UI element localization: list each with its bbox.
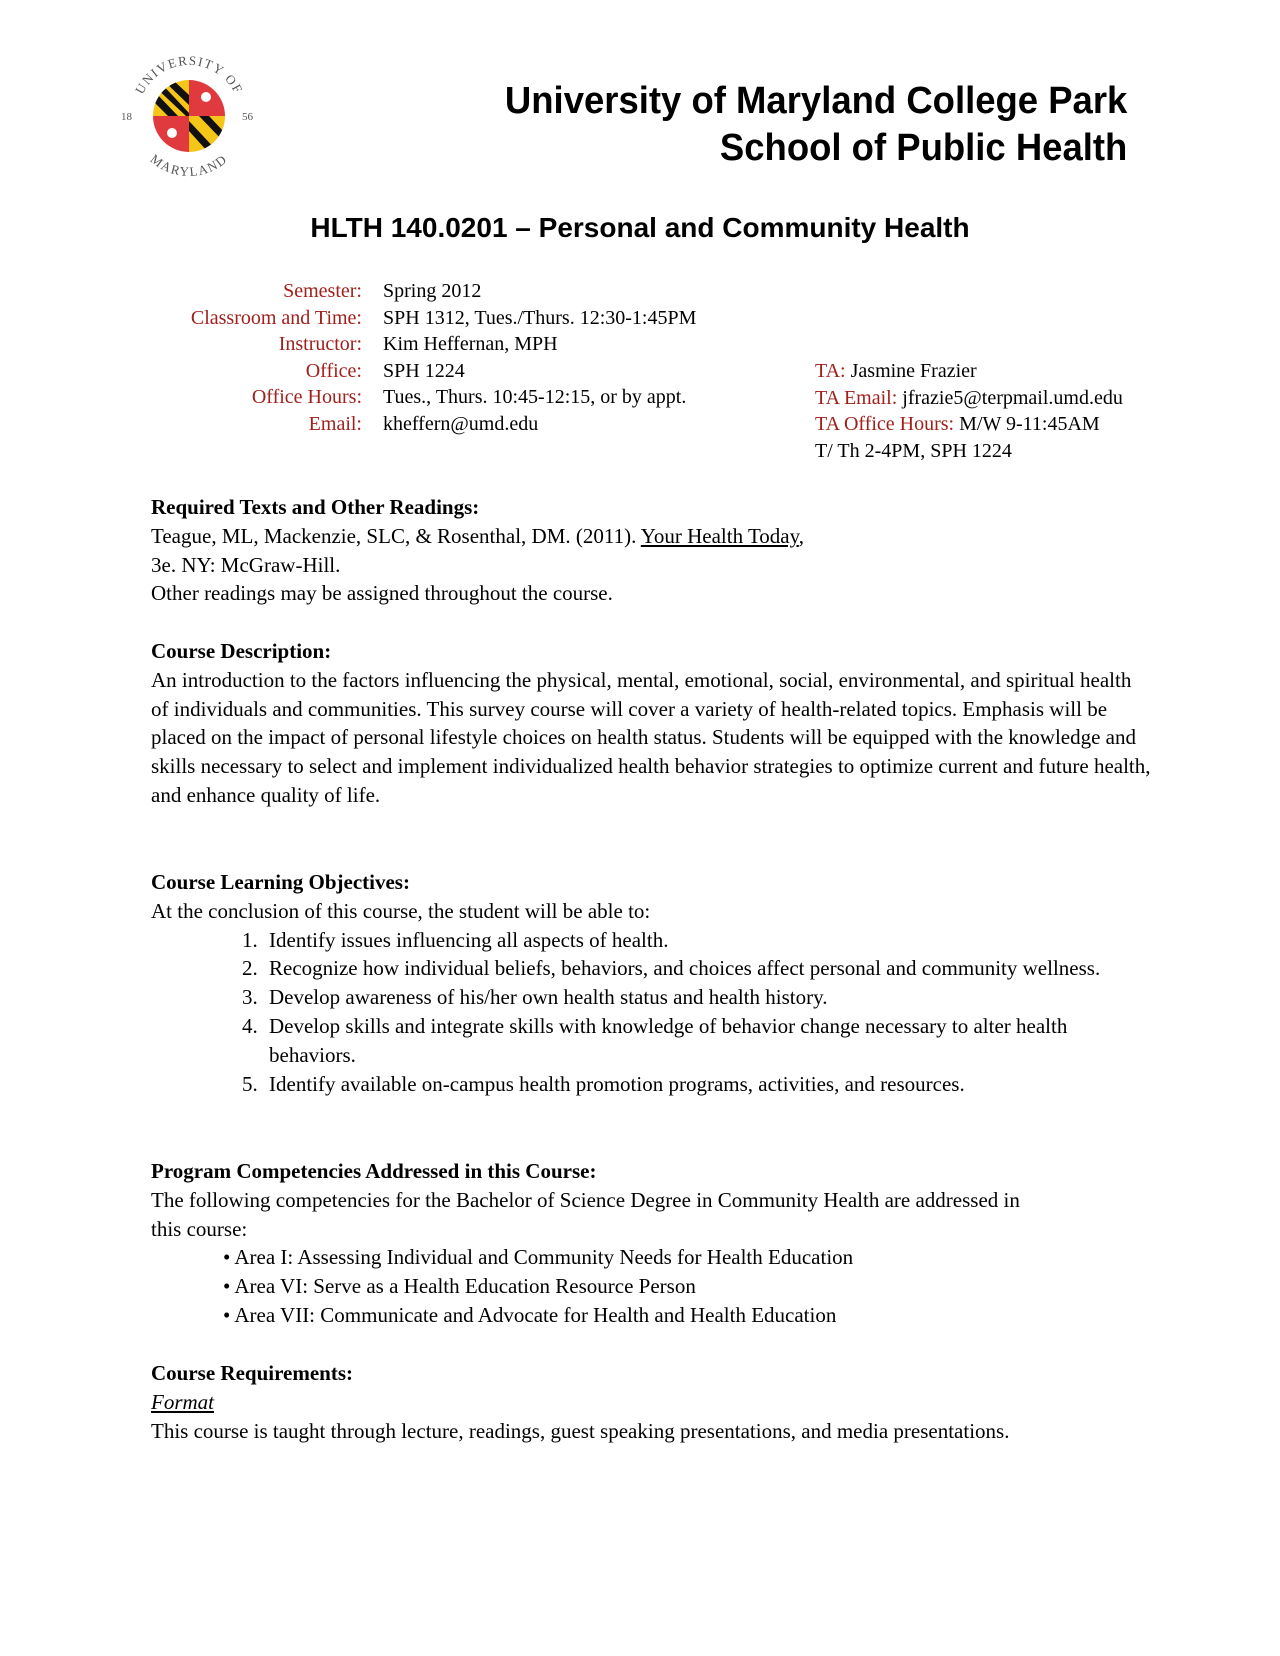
textbook-citation [151, 522, 1151, 551]
objective-item: 3. Develop awareness of his/her own health status and health history. [263, 983, 1123, 1012]
maryland-seal-icon [118, 45, 260, 187]
svg-text:UNIVERSITY OF: UNIVERSITY OF [131, 52, 247, 97]
competency-item: • Area VI: Serve as a Health Education Resource Person [223, 1272, 1151, 1301]
ta-email-label: TA Email: [815, 386, 898, 409]
ta-email-row [815, 385, 1123, 412]
objective-item: 5. Identify available on-campus health promotion programs, activities, and resources. [263, 1070, 1123, 1099]
course-requirements-section [151, 1359, 1151, 1445]
office-hours-value: Tues., Thurs. 10:45-12:15, or by appt. [383, 386, 687, 408]
classroom-value: SPH 1312, Tues./Thurs. 12:30-1:45PM [383, 306, 697, 329]
ta-name: Jasmine Frazier [850, 360, 977, 382]
ta-hours: M/W 9-11:45AM [959, 413, 1100, 435]
course-requirements-heading: Course Requirements: [151, 1361, 354, 1385]
ta-name-row [815, 358, 1123, 385]
institution-header [505, 78, 1127, 172]
objective-item: 4. Develop skills and integrate skills with knowledge of behavior change necessary to alter health behaviors. [263, 1012, 1123, 1070]
citation-authors: Teague, ML, Mackenzie, SLC, & Rosenthal, DM. (2011). [151, 523, 641, 548]
program-competencies-intro: The following competencies for the Bachelor of Science Degree in Community Health are addressed in this course: [151, 1187, 1020, 1241]
instructor-email[interactable]: kheffern@umd.edu [383, 412, 539, 435]
required-texts-section [151, 493, 1151, 608]
instructor-value: Kim Heffernan, MPH [383, 333, 558, 355]
svg-text:MARYLAND: MARYLAND [147, 151, 231, 180]
office-value: SPH 1224 [383, 359, 465, 382]
ta-email[interactable]: jfrazie5@terpmail.umd.edu [902, 386, 1123, 409]
competency-item: • Area VII: Communicate and Advocate for Health and Health Education [223, 1301, 1151, 1330]
ta-info [815, 358, 1123, 464]
citation-publisher: 3e. NY: McGraw-Hill. [151, 552, 341, 577]
competency-item: • Area I: Assessing Individual and Community Needs for Health Education [223, 1243, 1151, 1272]
learning-objectives-heading: Course Learning Objectives: [151, 870, 410, 894]
email-label: Email: [308, 412, 362, 435]
competencies-list [151, 1243, 1151, 1329]
instructor-label: Instructor: [278, 333, 362, 355]
program-competencies-heading: Program Competencies Addressed in this Course: [151, 1159, 597, 1183]
office-label: Office: [305, 359, 362, 382]
svg-text:18: 18 [121, 111, 132, 123]
course-info-labels [140, 278, 362, 437]
semester-label: Semester: [283, 280, 362, 302]
semester-value: Spring 2012 [383, 280, 482, 302]
course-title: HLTH 140.0201 – Personal and Community Health [310, 212, 970, 243]
ta-hours-line2: T/ Th 2-4PM, SPH 1224 [815, 439, 1012, 462]
course-description-body: An introduction to the factors influencing the physical, mental, emotional, social, environmental, and spiritual health of individuals and communities. This survey course will cover a variety of health-related topics. Emphasis will be placed on the impact of personal lifestyle choices on health status. Students will be equipped with the knowledge and skills necessary to select and implement individualized health behavior strategies to optimize current and future health, and enhance quality of life. [151, 667, 1151, 807]
other-readings-note: Other readings may be assigned throughout the course. [151, 581, 613, 606]
format-subheading: Format [151, 1389, 214, 1414]
program-competencies-section [151, 1157, 1151, 1330]
objectives-list [151, 926, 1123, 1099]
format-body: This course is taught through lecture, readings, guest speaking presentations, and media presentations. [151, 1418, 1010, 1443]
textbook-title: Your Health Today [640, 523, 799, 548]
office-hours-label: Office Hours: [251, 386, 362, 408]
course-description-heading: Course Description: [151, 639, 332, 663]
course-info-values [383, 278, 696, 437]
objective-item: 2. Recognize how individual beliefs, behaviors, and choices affect personal and community wellness. [263, 954, 1123, 983]
learning-objectives-section [151, 868, 1151, 1098]
classroom-label: Classroom and Time: [190, 306, 362, 329]
svg-text:56: 56 [242, 111, 253, 123]
school-name: School of Public Health [719, 127, 1127, 169]
university-seal-logo [118, 45, 260, 187]
course-description-section [151, 637, 1151, 810]
ta-hours-label: TA Office Hours: [815, 413, 955, 435]
ta-name-label: TA: [815, 360, 846, 382]
ta-hours-row [815, 411, 1123, 438]
citation-comma: , [798, 523, 805, 548]
institution-name: University of Maryland College Park [504, 80, 1127, 122]
learning-objectives-intro: At the conclusion of this course, the student will be able to: [151, 898, 651, 923]
objective-item: 1. Identify issues influencing all aspects of health. [263, 926, 1123, 955]
required-texts-heading: Required Texts and Other Readings: [151, 495, 480, 519]
